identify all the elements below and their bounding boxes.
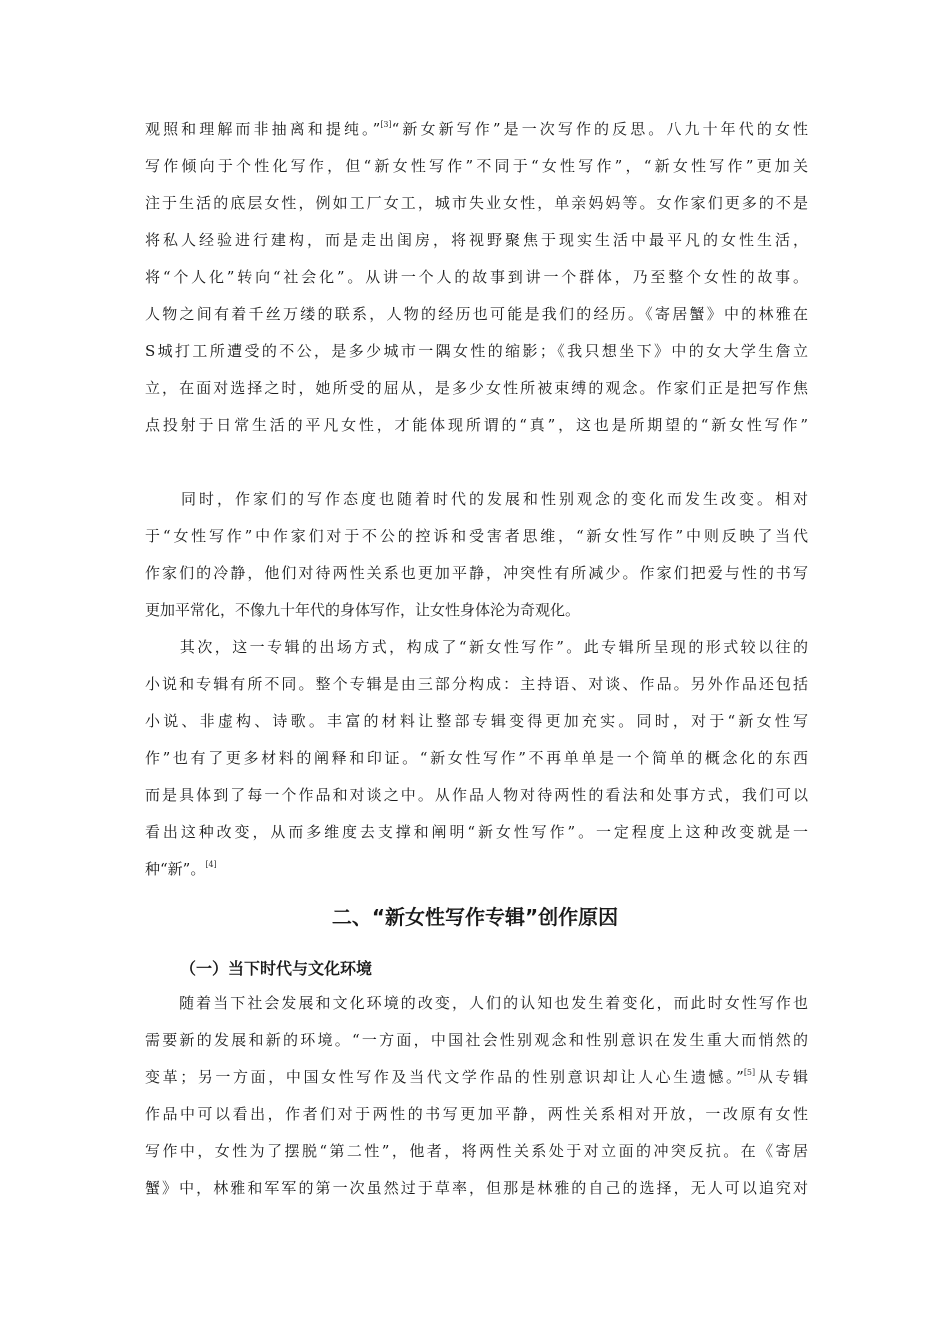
- text-span: 作品中可以看出，作者们对于两性的书写更加平静，两性关系相对开放，一改原有女性: [145, 1105, 808, 1123]
- text-span: 观照和理解而非抽离和提纯。”: [145, 120, 381, 138]
- text-line: [145, 1030, 808, 1050]
- text-span: 立，在面对选择之时，她所受的屈从，是多少女性所被束缚的观念。作家们正是把写作焦: [145, 379, 808, 397]
- text-line: [145, 193, 808, 213]
- text-span: 小说、非虚构、诗歌。丰富的材料让整部专辑变得更加充实。同时，对于“新女性写: [145, 712, 808, 730]
- text-line: [145, 267, 808, 287]
- text-span: 将私人经验进行建构，而是走出闺房，将视野聚焦于现实生活中最平凡的女性生活，: [145, 231, 808, 249]
- text-span: 看出这种改变，从而多维度去支撑和阐明“新女性写作”。一定程度上这种改变就是一: [145, 823, 808, 841]
- text-span: “新女新写作”是一次写作的反思。八九十年代的女性: [391, 120, 808, 138]
- text-line: [145, 748, 808, 768]
- text-line: [145, 304, 808, 324]
- text-span: 于“女性写作”中作家们对于不公的控诉和受害者思维，“新女性写作”中则反映了当代: [145, 527, 808, 545]
- text-line: [145, 489, 808, 509]
- text-span: 作家们的冷静，他们对待两性关系也更加平静，冲突性有所减少。作家们把爱与性的书写: [145, 564, 808, 582]
- text-line: [145, 1067, 808, 1087]
- text-line: [145, 785, 808, 805]
- text-line: [145, 859, 808, 879]
- text-span: 写作中，女性为了摆脱“第二性”，他者，将两性关系处于对立面的冲突反抗。在《寄居: [145, 1142, 808, 1160]
- text-span: 更加平常化，不像九十年代的身体写作，让女性身体沦为奇观化。: [145, 601, 581, 619]
- text-line: [145, 230, 808, 250]
- section-heading: 二、“新女性写作专辑”创作原因: [331, 905, 619, 929]
- citation-ref: [5]: [743, 1068, 756, 1077]
- text-span: 小说和专辑有所不同。整个专辑是由三部分构成：主持语、对谈、作品。另外作品还包括: [145, 675, 808, 693]
- text-line: [145, 674, 808, 694]
- text-line: [145, 563, 808, 583]
- text-span: 蟹》中，林雅和军军的第一次虽然过于草率，但那是林雅的自己的选择，无人可以追究对: [145, 1179, 808, 1197]
- text-span: 注于生活的底层女性，例如工厂女工，城市失业女性，单亲妈妈等。女作家们更多的不是: [145, 194, 808, 212]
- text-line: [145, 341, 808, 361]
- text-span: 需要新的发展和新的环境。“一方面，中国社会性别观念和性别意识在发生重大而悄然的: [145, 1031, 808, 1049]
- citation-ref: [3]: [380, 120, 392, 129]
- text-span: 种“新”。: [145, 860, 206, 878]
- text-span: 随着当下社会发展和文化环境的改变，人们的认知也发生着变化，而此时女性写作也: [145, 994, 808, 1012]
- subsection-heading: （一）当下时代与文化环境: [180, 959, 373, 978]
- text-span: 而是具体到了每一个作品和对谈之中。从作品人物对待两性的看法和处事方式，我们可以: [145, 786, 808, 804]
- text-line: [145, 119, 808, 139]
- text-line: [145, 378, 808, 398]
- text-span: 变革；另一方面，中国女性写作及当代文学作品的性别意识却让人心生遗憾。”: [145, 1068, 744, 1086]
- text-span: 写作倾向于个性化写作，但“新女性写作”不同于“女性写作”，“新女性写作”更加关: [145, 157, 808, 175]
- text-line: [145, 1104, 808, 1124]
- text-span: 人物之间有着千丝万缕的联系，人物的经历也可能是我们的经历。《寄居蟹》中的林雅在: [145, 305, 808, 323]
- text-span: S城打工所遭受的不公，是多少城市一隅女性的缩影；《我只想坐下》中的女大学生詹立: [145, 342, 808, 360]
- text-line: [145, 1141, 808, 1161]
- text-span: 同时，作家们的写作态度也随着时代的发展和性别观念的变化而发生改变。相对: [145, 490, 808, 508]
- text-line: [145, 711, 808, 731]
- citation-ref: [4]: [205, 860, 217, 869]
- text-line: [145, 993, 808, 1013]
- text-span: 其次，这一专辑的出场方式，构成了“新女性写作”。此专辑所呈现的形式较以往的: [145, 638, 808, 656]
- text-line: [145, 822, 808, 842]
- text-line: [145, 526, 808, 546]
- text-line: [145, 637, 808, 657]
- text-line: [145, 600, 808, 620]
- text-line: [145, 156, 808, 176]
- text-span: 将“个人化”转向“社会化”。从讲一个人的故事到讲一个群体，乃至整个女性的故事。: [145, 268, 808, 286]
- text-line: [145, 415, 808, 435]
- text-span: 作”也有了更多材料的阐释和印证。“新女性写作”不再单单是一个简单的概念化的东西: [145, 749, 808, 767]
- text-span: 从专辑: [755, 1068, 808, 1086]
- text-span: 点投射于日常生活的平凡女性，才能体现所谓的“真”，这也是所期望的“新女性写作”: [145, 416, 808, 434]
- text-line: [145, 1178, 808, 1198]
